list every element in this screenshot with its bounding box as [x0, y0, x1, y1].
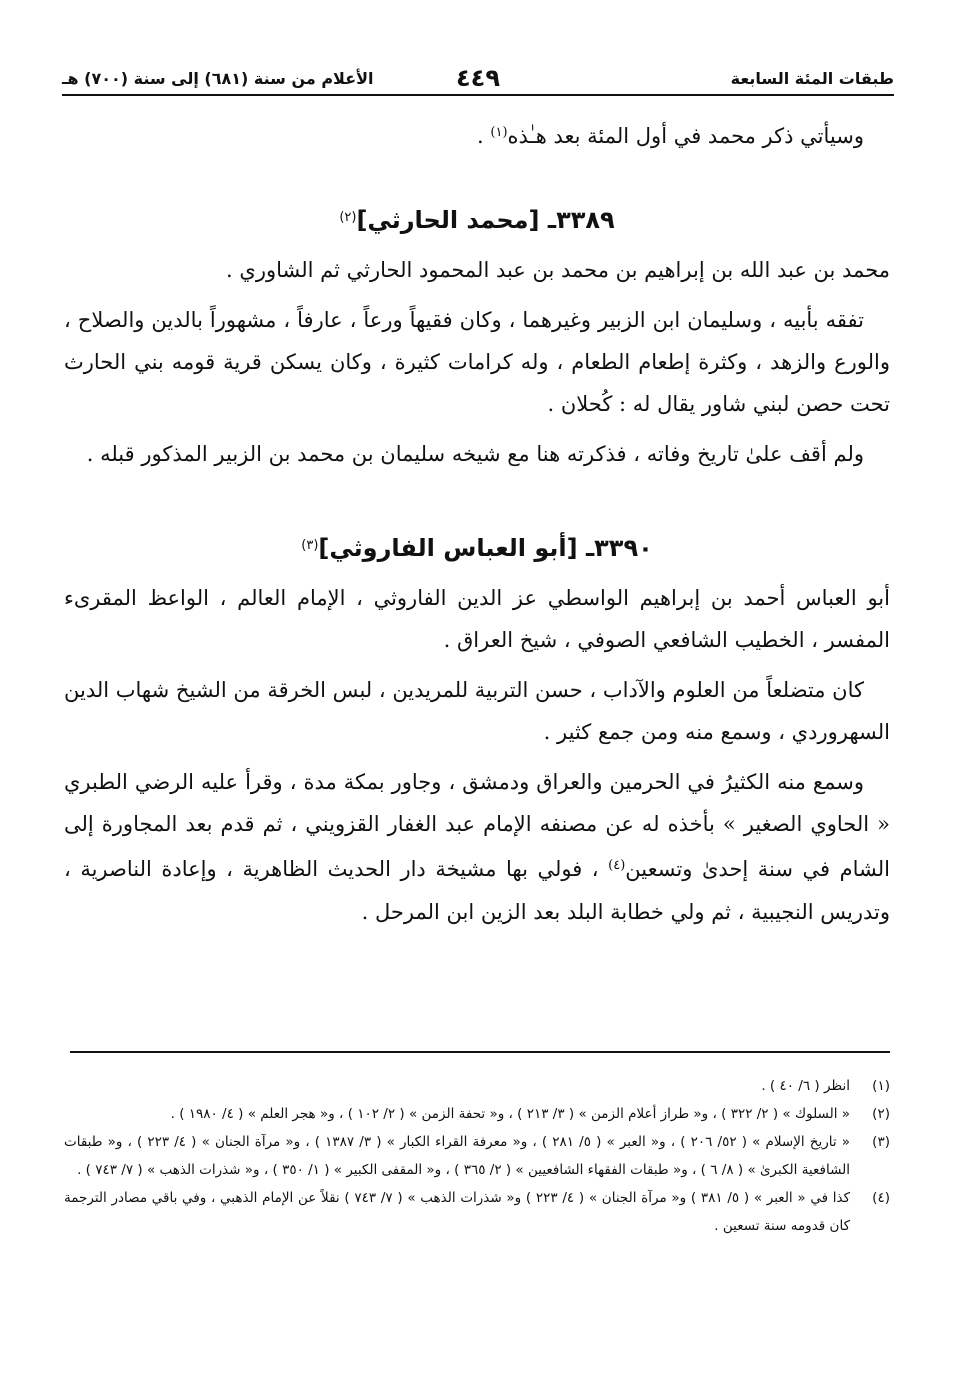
footnote-number: (٣)	[872, 1134, 890, 1150]
intro-text: وسيأتي ذكر محمد في أول المئة بعد هـٰذه	[507, 124, 864, 149]
main-text	[64, 112, 890, 941]
footnote-number: (١)	[872, 1078, 890, 1094]
footnote-text: « السلوك » ( ٢/ ٣٢٢ ) ، و« طراز أعلام الزمن » ( ٣/ ٢١٣ ) ، و« تحفة الزمن » ( ٢/ ١٠٢ ) ، و« هجر العلم » ( ٤/ ١٩٨٠ ) .	[170, 1106, 850, 1122]
footnote-ref-3: (٣)	[301, 538, 319, 554]
entry-heading-3390	[64, 523, 890, 571]
intro-paragraph	[64, 112, 890, 157]
entry-heading-3389	[64, 195, 890, 243]
footnote-1	[64, 1072, 890, 1100]
page-number: ٤٤٩	[456, 64, 500, 92]
footnote-separator	[70, 1051, 890, 1053]
paragraph: تفقه بأبيه ، وسليمان ابن الزبير وغيرهما ، وكان فقيهاً ورعاً ، عارفاً ، مشهوراً بالدين والصلاح ، والورع والزهد ، وكثرة إطعام الطعام ، وله كرامات كثيرة ، وكان يسكن قرية قومه بني الحارث تحت حصن لبني شاور يقال له : كُحلان .	[64, 308, 890, 417]
running-header	[62, 54, 894, 96]
footnote-2	[64, 1100, 890, 1128]
intro-end: .	[477, 124, 491, 149]
header-range-title: الأعلام من سنة (٦٨١) إلى سنة (٧٠٠) هـ	[62, 69, 374, 88]
entry-heading-text: ٣٣٨٩ـ [محمد الحارثي]	[356, 206, 615, 235]
paragraph: ولم أقف علىٰ تاريخ وفاته ، فذكرته هنا مع شيخه سليمان بن محمد بن الزبير المذكور قبله .	[86, 442, 864, 467]
paragraph: محمد بن عبد الله بن إبراهيم بن محمد بن عبد المحمود الحارثي ثم الشاوري .	[226, 258, 890, 283]
footnote-number: (٢)	[872, 1106, 890, 1122]
paragraph: أبو العباس أحمد بن إبراهيم الواسطي عز الدين الفاروثي ، الإمام العالم ، الواعظ المقرىء المفسر ، الخطيب الشافعي الصوفي ، شيخ العراق .	[64, 586, 890, 653]
footnotes	[64, 1072, 890, 1240]
paragraph	[64, 761, 890, 932]
footnote-text: « تاريخ الإسلام » ( ٥٢/ ٢٠٦ ) ، و« العبر » ( ٥/ ٢٨١ ) ، و« معرفة القراء الكبار » ( ٣/ ١٣٨٧ ) ، و« مرآة الجنان » ( ٤/ ٢٢٣ ) ، و« طبقات الشافعية الكبرىٰ » ( ٨/ ٦ ) ، و« طبقات الفقهاء الشافعيين » ( ٢/ ٣٦٥ ) ، و« المقفى الكبير » ( ١/ ٣٥٠ ) ، و« شذرات الذهب » ( ٧/ ٧٤٣ ) .	[64, 1134, 850, 1178]
header-section-title: طبقات المئة السابعة	[730, 69, 894, 88]
footnote-4	[64, 1184, 890, 1240]
footnote-text: انظر ( ٦/ ٤٠ ) .	[761, 1078, 850, 1094]
paragraph-text: وسمع منه الكثيرُ في الحرمين والعراق ودمشق ، وجاور بمكة مدة ، وقرأ عليه الرضي الطبري « الحاوي الصغير » بأخذه له عن مصنفه الإمام عبد الغفار القزويني ، ثم قدم بعد المجاورة إلى الشام في سنة إحدىٰ وتسعين	[64, 770, 890, 882]
paragraph-text: ، فولي بها مشيخة دار الحديث الظاهرية ، وإعادة الناصرية ، وتدريس النجيبية ، ثم ولي خطابة البلد بعد الزين ابن المرحل .	[64, 857, 890, 924]
footnote-3	[64, 1128, 890, 1184]
footnote-number: (٤)	[872, 1190, 890, 1206]
footnote-text: كذا في « العبر » ( ٥/ ٣٨١ ) و« مرآة الجنان » ( ٤/ ٢٢٣ ) و« شذرات الذهب » ( ٧/ ٧٤٣ ) نقلاً عن الإمام الذهبي ، وفي باقي مصادر الترجمة كان قدومه سنة تسعين .	[64, 1190, 851, 1234]
footnote-ref-4: (٤)	[608, 858, 626, 874]
footnote-ref-2: (٢)	[339, 210, 357, 226]
footnote-ref-1: (١)	[490, 125, 508, 140]
entry-heading-text: ٣٣٩٠ـ [أبو العباس الفاروثي]	[318, 534, 653, 563]
paragraph: كان متضلعاً من العلوم والآداب ، حسن التربية للمريدين ، لبس الخرقة من الشيخ شهاب الدين السهروردي ، وسمع منه ومن جمع كثير .	[64, 678, 890, 745]
